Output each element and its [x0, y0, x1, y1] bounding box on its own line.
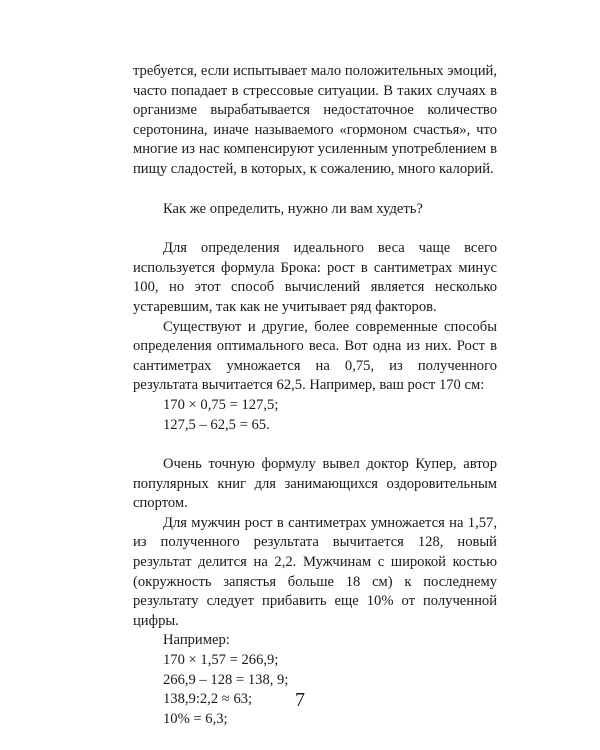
text-line: требуется, если испытывает мало положительных эмоций, — [133, 63, 497, 79]
formula-line: 170 × 1,57 = 266,9; — [163, 652, 279, 669]
text-line: Очень точную формулу вывел доктор Купер, автор — [163, 456, 497, 473]
text-line: цифры. — [133, 612, 179, 629]
text-line: 100, но этот способ вычислений является несколько — [133, 279, 497, 296]
text-line: из полученного результата вычитается 128, новый — [133, 534, 497, 551]
text-line: Для определения идеального веса чаще всего — [163, 240, 497, 257]
paragraph-men-formula — [133, 514, 497, 632]
text-line: спортом. — [133, 495, 188, 512]
formula-line: 138,9:2,2 ≈ 63; — [163, 691, 253, 708]
text-line: организме вырабатывается недостаточное количество — [133, 102, 497, 119]
text-line: устаревшим, так как не учитывает ряд факторов. — [133, 298, 437, 315]
formula-line: 127,5 – 62,5 = 65. — [163, 416, 270, 433]
formula-line: 170 × 0,75 = 127,5; — [163, 396, 279, 413]
spacer — [133, 435, 497, 455]
text-line: популярных книг для занимающихся оздоровительным — [133, 475, 497, 492]
paragraph-modern-method — [133, 318, 497, 396]
formula-block — [133, 396, 497, 435]
text-line: часто попадает в стрессовые ситуации. В таких случаях в — [133, 82, 497, 99]
text-line: Для мужчин рост в сантиметрах умножается на 1,57, — [163, 514, 497, 531]
text-line: используется формула Брока: рост в сантиметрах минус — [133, 259, 497, 276]
text-line: серотонина, иначе называемого «гормоном счастья», что — [133, 121, 497, 138]
text-line: многие из нас компенсируют усиленным употреблением в — [133, 141, 497, 158]
text-line: определения оптимального веса. Вот одна из них. Рост в — [133, 338, 497, 355]
example-block — [133, 631, 497, 729]
text-line: сантиметрах умножается на 0,75, из полученного — [133, 357, 497, 374]
paragraph-broca — [133, 239, 497, 317]
paragraph-cooper — [133, 455, 497, 514]
example-label: Например: — [163, 632, 230, 649]
page-number: 7 — [295, 689, 305, 711]
text-column — [133, 62, 497, 729]
question-line: Как же определить, нужно ли вам худеть? — [163, 200, 423, 217]
text-line: результату следует прибавить еще 10% от полученной — [133, 593, 497, 610]
text-line: пищу сладостей, в которых, к сожалению, много калорий. — [133, 160, 494, 177]
text-line: результата вычитается 62,5. Например, ваш рост 170 см: — [133, 377, 485, 394]
text-line: Существуют и другие, более современные способы — [163, 318, 497, 335]
paragraph-serotonin — [133, 62, 497, 180]
text-line: (окружность запястья больше 18 см) к последнему — [133, 573, 497, 590]
spacer — [133, 180, 497, 200]
formula-line: 10% = 6,3; — [163, 710, 228, 727]
text-line: результат делится на 2,2. Мужчинам с широкой костью — [133, 554, 497, 571]
spacer — [133, 219, 497, 239]
formula-line: 266,9 – 128 = 138, 9; — [163, 671, 289, 688]
